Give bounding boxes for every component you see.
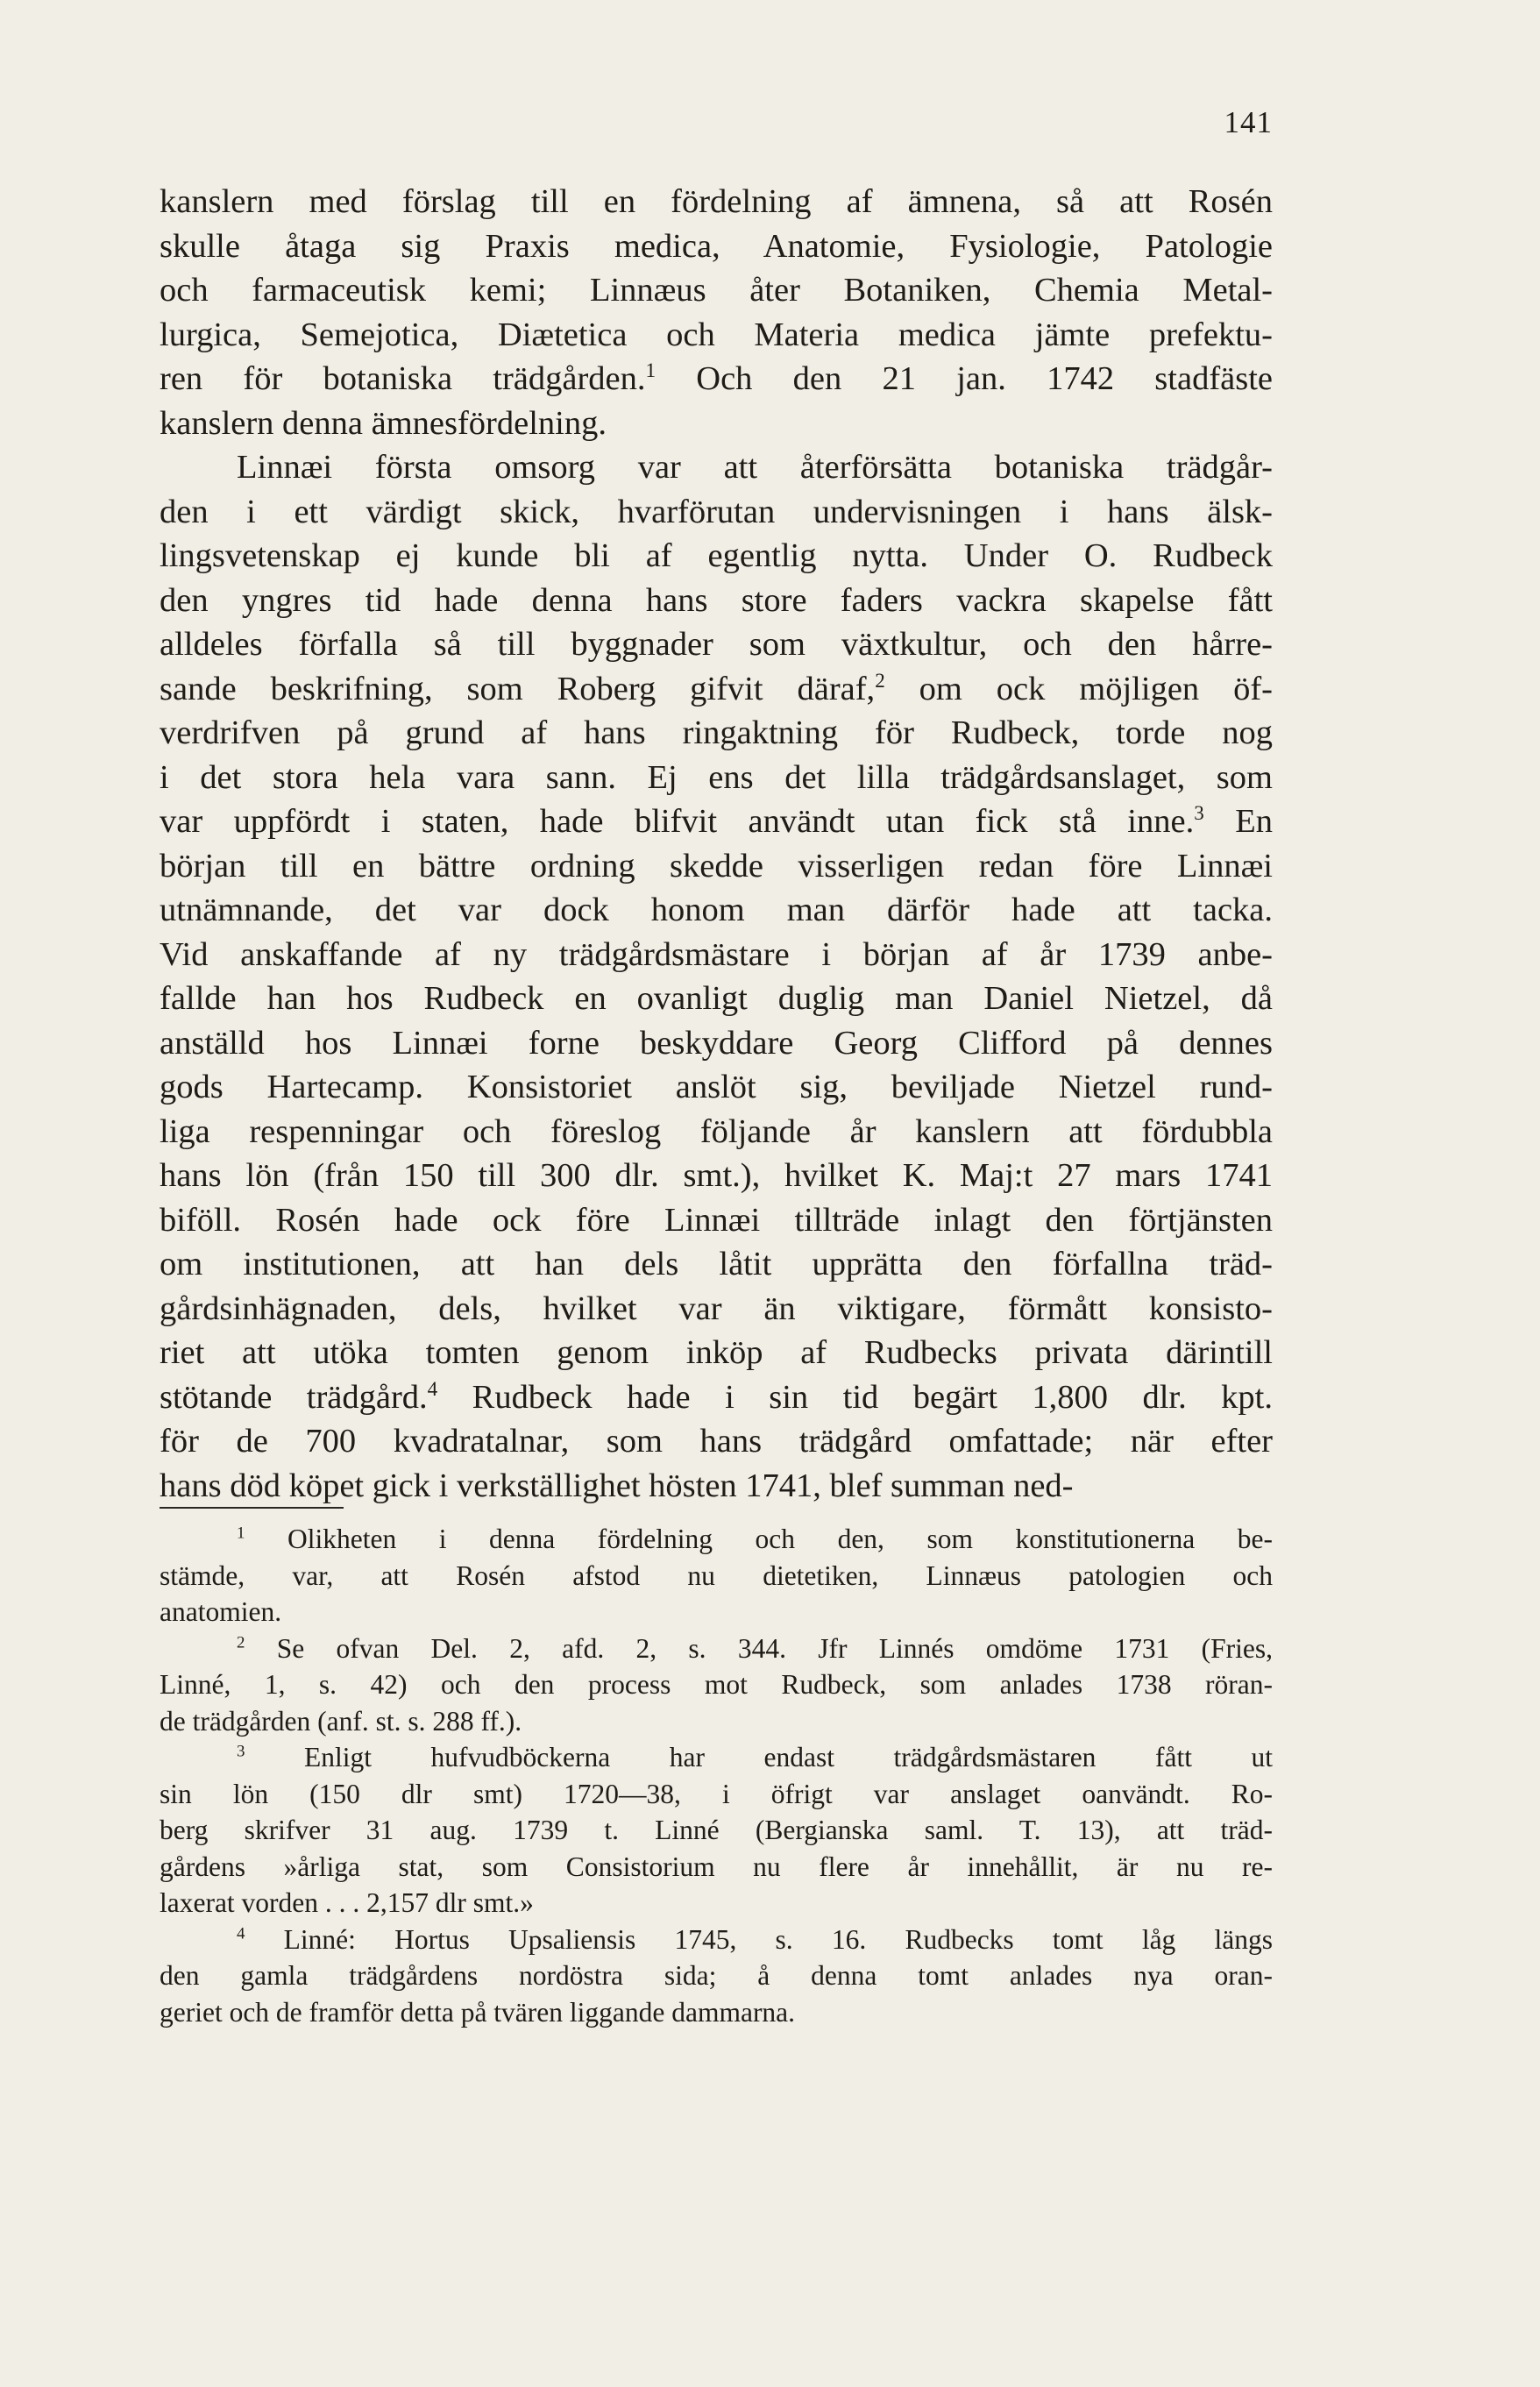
body-line <box>160 445 1273 490</box>
body-line <box>160 888 1273 933</box>
text-segment: Rudbeck hade i sin tid begärt 1,800 dlr. kpt. <box>437 1378 1273 1416</box>
text-segment: stötande trädgård. <box>160 1378 428 1416</box>
body-line <box>160 579 1273 623</box>
text-segment: verdrifven på grund af hans ringaktning för Rudbeck, torde nog <box>160 714 1273 751</box>
text-segment: skulle åtaga sig Praxis medica, Anatomie, Fysiologie, Patologie <box>160 227 1273 265</box>
footnote-text: stämde, var, att Rosén afstod nu dietetiken, Linnæus patologien och <box>160 1559 1273 1591</box>
footnote-line <box>160 1922 1273 1958</box>
text-segment: om institutionen, att han dels låtit upprätta den förfallna träd- <box>160 1246 1273 1282</box>
body-line <box>160 711 1273 756</box>
text-segment: fallde han hos Rudbeck en ovanligt duglig man Daniel Nietzel, då <box>160 980 1273 1017</box>
body-line <box>160 844 1273 889</box>
footnote-text: Enligt hufvudböckerna har endast trädgårdsmästaren fått ut <box>304 1742 1273 1772</box>
footnote-text: anatomien. <box>160 1596 282 1627</box>
body-line <box>160 1287 1273 1332</box>
body-line <box>160 622 1273 667</box>
text-segment: om ock möjligen öf- <box>884 670 1273 707</box>
footnote-line <box>160 1630 1273 1667</box>
footnote-line <box>160 1558 1273 1595</box>
text-segment: alldeles förfalla så till byggnader som växtkultur, och den hårre- <box>160 626 1273 663</box>
body-line <box>160 1242 1273 1287</box>
footnote-line <box>160 1594 1273 1630</box>
text-segment: Linnæi första omsorg var att återförsätta botaniska trädgår- <box>237 449 1273 486</box>
footnote-rule <box>160 1507 344 1509</box>
footnote-reference: 4 <box>427 1376 438 1400</box>
text-segment: riet att utöka tomten genom inköp af Rudbecks privata därintill <box>160 1334 1273 1371</box>
text-segment: den i ett värdigt skick, hvarförutan undervisningen i hans älsk- <box>160 493 1273 530</box>
text-segment: gods Hartecamp. Konsistoriet anslöt sig, beviljade Nietzel rund- <box>160 1069 1273 1105</box>
body-line <box>160 799 1273 844</box>
footnote-line <box>160 1885 1273 1922</box>
body-line <box>160 490 1273 535</box>
footnote-marker: 2 <box>237 1633 245 1652</box>
body-line <box>160 1464 1273 1509</box>
body-line <box>160 1021 1273 1066</box>
text-segment: ren för botaniska trädgården. <box>160 360 646 397</box>
body-text <box>160 180 1273 1508</box>
text-segment: gårdsinhägnaden, dels, hvilket var än viktigare, förmått konsisto- <box>160 1289 1273 1327</box>
body-line <box>160 667 1273 712</box>
body-line <box>160 313 1273 358</box>
footnote <box>160 1630 1273 1740</box>
body-line <box>160 534 1273 579</box>
footnote-text: Olikheten i denna fördelning och den, som konstitutionerna be- <box>287 1524 1274 1554</box>
footnote-text: de trädgården (anf. st. s. 288 ff.). <box>160 1705 522 1737</box>
body-line <box>160 1110 1273 1154</box>
text-segment: var uppfördt i staten, hade blifvit användt utan fick stå inne. <box>160 803 1195 840</box>
footnote-text: geriet och de framför detta på tvären liggande dammarna. <box>160 1996 796 2028</box>
text-segment: liga respenningar och föreslog följande år kanslern att fördubbla <box>160 1112 1273 1150</box>
footnote-line <box>160 1739 1273 1776</box>
footnote-text: berg skrifver 31 aug. 1739 t. Linné (Bergianska saml. T. 13), att träd- <box>160 1815 1273 1845</box>
text-segment: kanslern med förslag till en fördelning af ämnena, så att Rosén <box>160 183 1273 220</box>
footnote-marker: 1 <box>237 1524 245 1543</box>
footnote-line <box>160 1666 1273 1703</box>
footnote-text: Se ofvan Del. 2, afd. 2, s. 344. Jfr Linnés omdöme 1731 (Fries, <box>276 1632 1273 1664</box>
body-line <box>160 756 1273 800</box>
text-segment: den yngres tid hade denna hans store faders vackra skapelse fått <box>160 581 1273 619</box>
body-line <box>160 1375 1273 1420</box>
footnote-line <box>160 1776 1273 1813</box>
text-segment: i det stora hela vara sann. Ej ens det lilla trädgårdsanslaget, som <box>160 758 1273 796</box>
text-segment: utnämnande, det var dock honom man därför hade att tacka. <box>160 892 1273 928</box>
footnote-text: Linné, 1, s. 42) och den process mot Rudbeck, som anlades 1738 röran- <box>160 1669 1273 1700</box>
text-segment: anställd hos Linnæi forne beskyddare Georg Clifford på dennes <box>160 1024 1273 1062</box>
body-paragraph <box>160 180 1273 445</box>
body-line <box>160 357 1273 401</box>
body-line <box>160 1065 1273 1110</box>
footnote <box>160 1739 1273 1922</box>
text-segment: och farmaceutisk kemi; Linnæus åter Botaniken, Chemia Metal- <box>160 272 1273 309</box>
footnote-line <box>160 1812 1273 1849</box>
footnote-text: laxerat vorden . . . 2,157 dlr smt.» <box>160 1887 534 1918</box>
text-segment: hans lön (från 150 till 300 dlr. smt.), hvilket K. Maj:t 27 mars 1741 <box>160 1157 1273 1194</box>
body-line <box>160 268 1273 313</box>
body-line <box>160 1198 1273 1243</box>
footnote-reference: 1 <box>645 359 656 382</box>
body-line <box>160 1154 1273 1198</box>
text-segment: början till en bättre ordning skedde visserligen redan före Linnæi <box>160 847 1273 884</box>
text-segment: kanslern denna ämnesfördelning. <box>160 404 607 442</box>
text-segment: biföll. Rosén hade ock före Linnæi tillträde inlagt den förtjänsten <box>160 1201 1273 1239</box>
text-segment: sande beskrifning, som Roberg gifvit däraf, <box>160 670 876 707</box>
text-segment: lurgica, Semejotica, Diætetica och Materia medica jämte prefektu- <box>160 316 1273 353</box>
footnote-line <box>160 1957 1273 1994</box>
text-segment: för de 700 kvadratalnar, som hans trädgård omfattade; när efter <box>160 1423 1273 1460</box>
footnote-line <box>160 1849 1273 1886</box>
text-segment: Vid anskaffande af ny trädgårdsmästare i början af år 1739 anbe- <box>160 935 1273 973</box>
text-segment: hans död köpet gick i verkställighet hösten 1741, blef summan ned- <box>160 1467 1074 1504</box>
footnote <box>160 1922 1273 2031</box>
footnote-reference: 2 <box>875 668 885 692</box>
footnote <box>160 1521 1273 1630</box>
page-number: 141 <box>1224 105 1273 139</box>
body-line <box>160 977 1273 1021</box>
footnote-line <box>160 1703 1273 1740</box>
text-segment: Och den 21 jan. 1742 stadfäste <box>656 360 1273 397</box>
footnote-line <box>160 1521 1273 1558</box>
body-line <box>160 180 1273 224</box>
footnote-text: gårdens »årliga stat, som Consistorium nu flere år innehållit, är nu re- <box>160 1851 1273 1882</box>
body-line <box>160 933 1273 977</box>
text-segment: En <box>1203 803 1273 840</box>
body-line <box>160 1419 1273 1464</box>
footnote-text: den gamla trädgårdens nordöstra sida; å denna tomt anlades nya oran- <box>160 1960 1273 1991</box>
footnote-line <box>160 1994 1273 2031</box>
footnote-marker: 3 <box>237 1742 245 1761</box>
footnote-text: Linné: Hortus Upsaliensis 1745, s. 16. Rudbecks tomt låg längs <box>283 1923 1274 1955</box>
text-segment: lingsvetenskap ej kunde bli af egentlig nytta. Under O. Rudbeck <box>160 537 1273 574</box>
body-line <box>160 224 1273 269</box>
body-paragraph <box>160 445 1273 1508</box>
footnote-text: sin lön (150 dlr smt) 1720—38, i öfrigt var anslaget oanvändt. Ro- <box>160 1778 1273 1809</box>
body-line <box>160 1331 1273 1375</box>
footnote-reference: 3 <box>1194 801 1204 825</box>
body-line <box>160 401 1273 446</box>
footnote-marker: 4 <box>237 1924 245 1943</box>
footnotes <box>160 1521 1273 2030</box>
